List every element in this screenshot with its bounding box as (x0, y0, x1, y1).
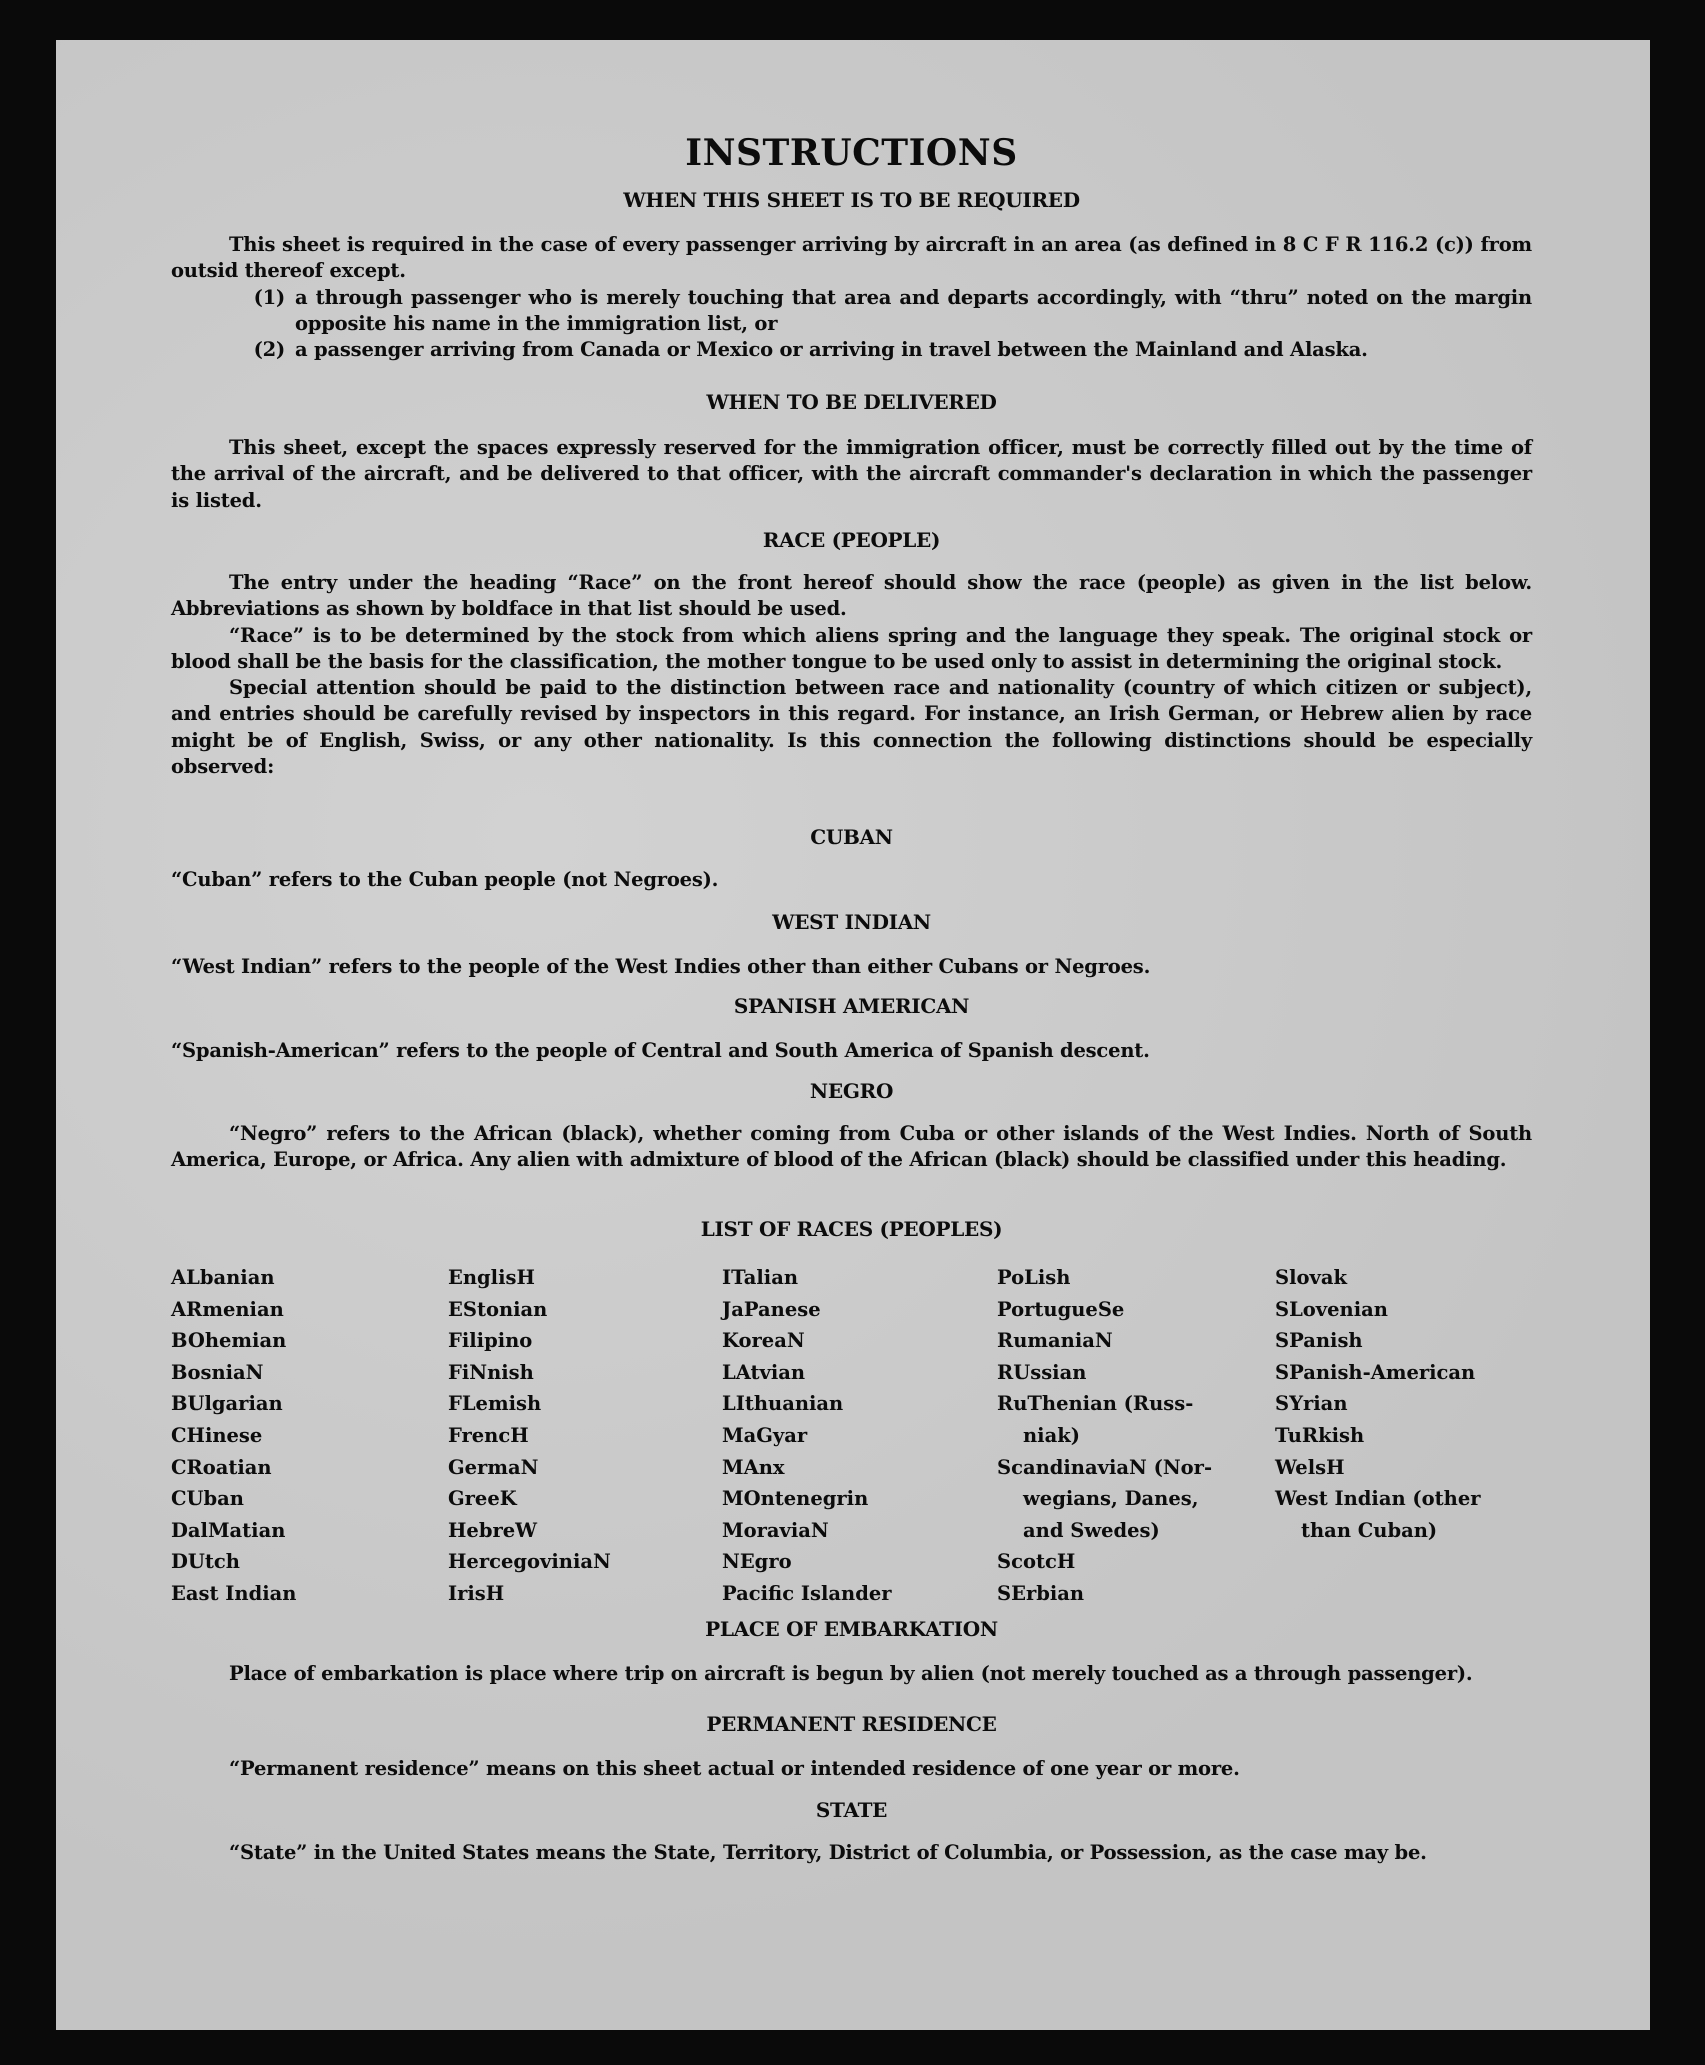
exception-item (171, 337, 1532, 363)
race-list-item: and Swedes) (1023, 1518, 1160, 1542)
heading-when-required: WHEN THIS SHEET IS TO BE REQUIRED (623, 188, 1080, 212)
heading-state: STATE (815, 1798, 888, 1822)
race-list-item: SPanish-American (1275, 1360, 1476, 1384)
race-paragraph-1: The entry under the heading “Race” on the front hereof should show the race (people) as given in the list below. Abbreviations as shown by boldface in that list should be used. (171, 571, 1532, 621)
race-list-item: ARmenian (171, 1297, 284, 1321)
race-paragraph-2: “Race” is to be determined by the stock from which aliens spring and the language they speak. The original stock or blood shall be the basis for the classification, the mother tongue to be used only to assist in determining the original stock. (171, 623, 1532, 673)
item-text: a through passenger who is merely touching that area and departs accordingly, with “thru” noted on the margin opposite his name in the immigration list, or (295, 285, 1532, 335)
page-title: INSTRUCTIONS (685, 132, 1018, 174)
delivered-text: This sheet, except the spaces expressly reserved for the immigration officer, must be correctly filled out by the time of the arrival of the aircraft, and be delivered to that officer, with the aircraft commander's declaration in which the passenger is listed. (171, 436, 1532, 512)
race-list-item: CUban (171, 1487, 244, 1511)
embarkation-text: Place of embarkation is place where trip on aircraft is begun by alien (not merely touched as a through passenger). (229, 1662, 1473, 1685)
race-list-item: EnglisH (448, 1266, 535, 1289)
race-list-item: CRoatian (171, 1455, 272, 1479)
race-list-item: niak) (1023, 1423, 1080, 1447)
race-section (171, 570, 1532, 780)
race-list-item: PoLish (997, 1266, 1071, 1289)
race-list-item: EStonian (448, 1297, 548, 1321)
race-list-item: FiNnish (448, 1360, 534, 1384)
race-list-item: MaGyar (722, 1423, 808, 1447)
race-list-item: West Indian (other (1275, 1487, 1481, 1511)
race-list-item: SErbian (997, 1581, 1085, 1605)
race-list-item: Slovak (1275, 1266, 1347, 1289)
race-list-item: HebreW (448, 1518, 538, 1542)
residence-text: “Permanent residence” means on this sheet actual or intended residence of one year or more. (229, 1757, 1240, 1780)
heading-permanent-residence: PERMANENT RESIDENCE (706, 1712, 997, 1736)
race-list-item: IrisH (448, 1581, 505, 1605)
race-list-item: RUssian (997, 1360, 1087, 1384)
required-section (171, 232, 1532, 363)
race-list-item: ScotcH (997, 1550, 1076, 1574)
race-list-item: HercegoviniaN (448, 1550, 611, 1574)
item-number: (2) (253, 338, 285, 362)
race-list-item: ITalian (722, 1266, 799, 1289)
spanish-american-text: “Spanish-American” refers to the people of Central and South America of Spanish descent. (171, 1039, 1150, 1062)
heading-cuban: CUBAN (810, 825, 893, 849)
race-list-column (448, 1262, 611, 1610)
race-list-item: BosniaN (171, 1360, 264, 1384)
race-list-column (722, 1262, 892, 1610)
heading-west-indian: WEST INDIAN (772, 910, 931, 934)
race-paragraph-3: Special attention should be paid to the distinction between race and nationality (country of which citizen or subject), and entries should be carefully revised by inspectors in this regard. For instance, an Irish German, or Hebrew alien by race might be of English, Swiss, or any other nationality. Is this connection the following distinctions should be especially observed: (171, 676, 1532, 779)
race-list-item: GreeK (448, 1487, 517, 1511)
race-list-item: Pacific Islander (722, 1581, 892, 1605)
race-list-item: FLemish (448, 1392, 542, 1416)
heading-list-of-races: LIST OF RACES (PEOPLES) (700, 1217, 1003, 1241)
heading-spanish-american: SPANISH AMERICAN (733, 994, 970, 1018)
race-list-column (997, 1262, 1212, 1610)
race-list-item: ScandinaviaN (Nor- (997, 1455, 1213, 1479)
race-list-item: KoreaN (722, 1329, 805, 1353)
heading-negro: NEGRO (809, 1079, 894, 1103)
race-list-item: PortugueSe (997, 1297, 1125, 1321)
race-list-item: RuThenian (Russ- (997, 1392, 1194, 1416)
exception-item (171, 285, 1532, 338)
cuban-text: “Cuban” refers to the Cuban people (not Negroes). (171, 868, 719, 891)
race-list-item: RumaniaN (997, 1329, 1113, 1353)
race-list-item: wegians, Danes, (1023, 1487, 1199, 1511)
race-list-item: than Cuban) (1301, 1518, 1438, 1542)
state-text: “State” in the United States means the State, Territory, District of Columbia, or Possession, as the case may be. (229, 1841, 1427, 1864)
race-list-item: LIthuanian (722, 1392, 844, 1416)
item-text: a passenger arriving from Canada or Mexico or arriving in travel between the Mainland and Alaska. (295, 338, 1368, 362)
race-list-item: ALbanian (171, 1266, 275, 1289)
race-list-item: FrencH (448, 1423, 529, 1447)
race-list-item: DUtch (171, 1550, 240, 1574)
race-list-item: BOhemian (171, 1329, 287, 1353)
race-list-item: East Indian (171, 1581, 297, 1605)
negro-text: “Negro” refers to the African (black), whether coming from Cuba or other islands of the West Indies. North of South America, Europe, or Africa. Any alien with admixture of blood of the African (black) should be classified under this heading. (171, 1122, 1532, 1172)
heading-embarkation: PLACE OF EMBARKATION (705, 1617, 998, 1641)
race-list-item: MoraviaN (722, 1518, 829, 1542)
west-indian-text: “West Indian” refers to the people of the West Indies other than either Cubans or Negroes. (171, 955, 1151, 978)
race-list-item: SYrian (1275, 1392, 1348, 1416)
race-list-item: BUlgarian (171, 1392, 283, 1416)
race-list-column (1275, 1262, 1481, 1546)
heading-when-delivered: WHEN TO BE DELIVERED (706, 390, 997, 414)
race-list-item: JaPanese (722, 1297, 821, 1321)
race-list-item: SLovenian (1275, 1297, 1388, 1321)
race-list-item: Filipino (448, 1329, 533, 1353)
race-list-item: DalMatian (171, 1518, 286, 1542)
race-list-item: CHinese (171, 1423, 263, 1447)
race-list-item: GermaN (448, 1455, 539, 1479)
race-list-item: NEgro (722, 1550, 792, 1574)
race-list-item: TuRkish (1275, 1423, 1365, 1447)
item-number: (1) (253, 285, 285, 309)
heading-race: RACE (PEOPLE) (762, 528, 941, 552)
race-list-item: WelsH (1275, 1455, 1345, 1479)
race-list-item: MOntenegrin (722, 1487, 869, 1511)
race-list-column (171, 1262, 296, 1610)
race-list-item: LAtvian (722, 1360, 806, 1384)
required-text: This sheet is required in the case of every passenger arriving by aircraft in an area (as defined in 8 C F R 116.2 (c)) from outsid thereof except. (171, 233, 1532, 283)
race-list-item: SPanish (1275, 1329, 1363, 1353)
race-list-item: MAnx (722, 1455, 785, 1479)
